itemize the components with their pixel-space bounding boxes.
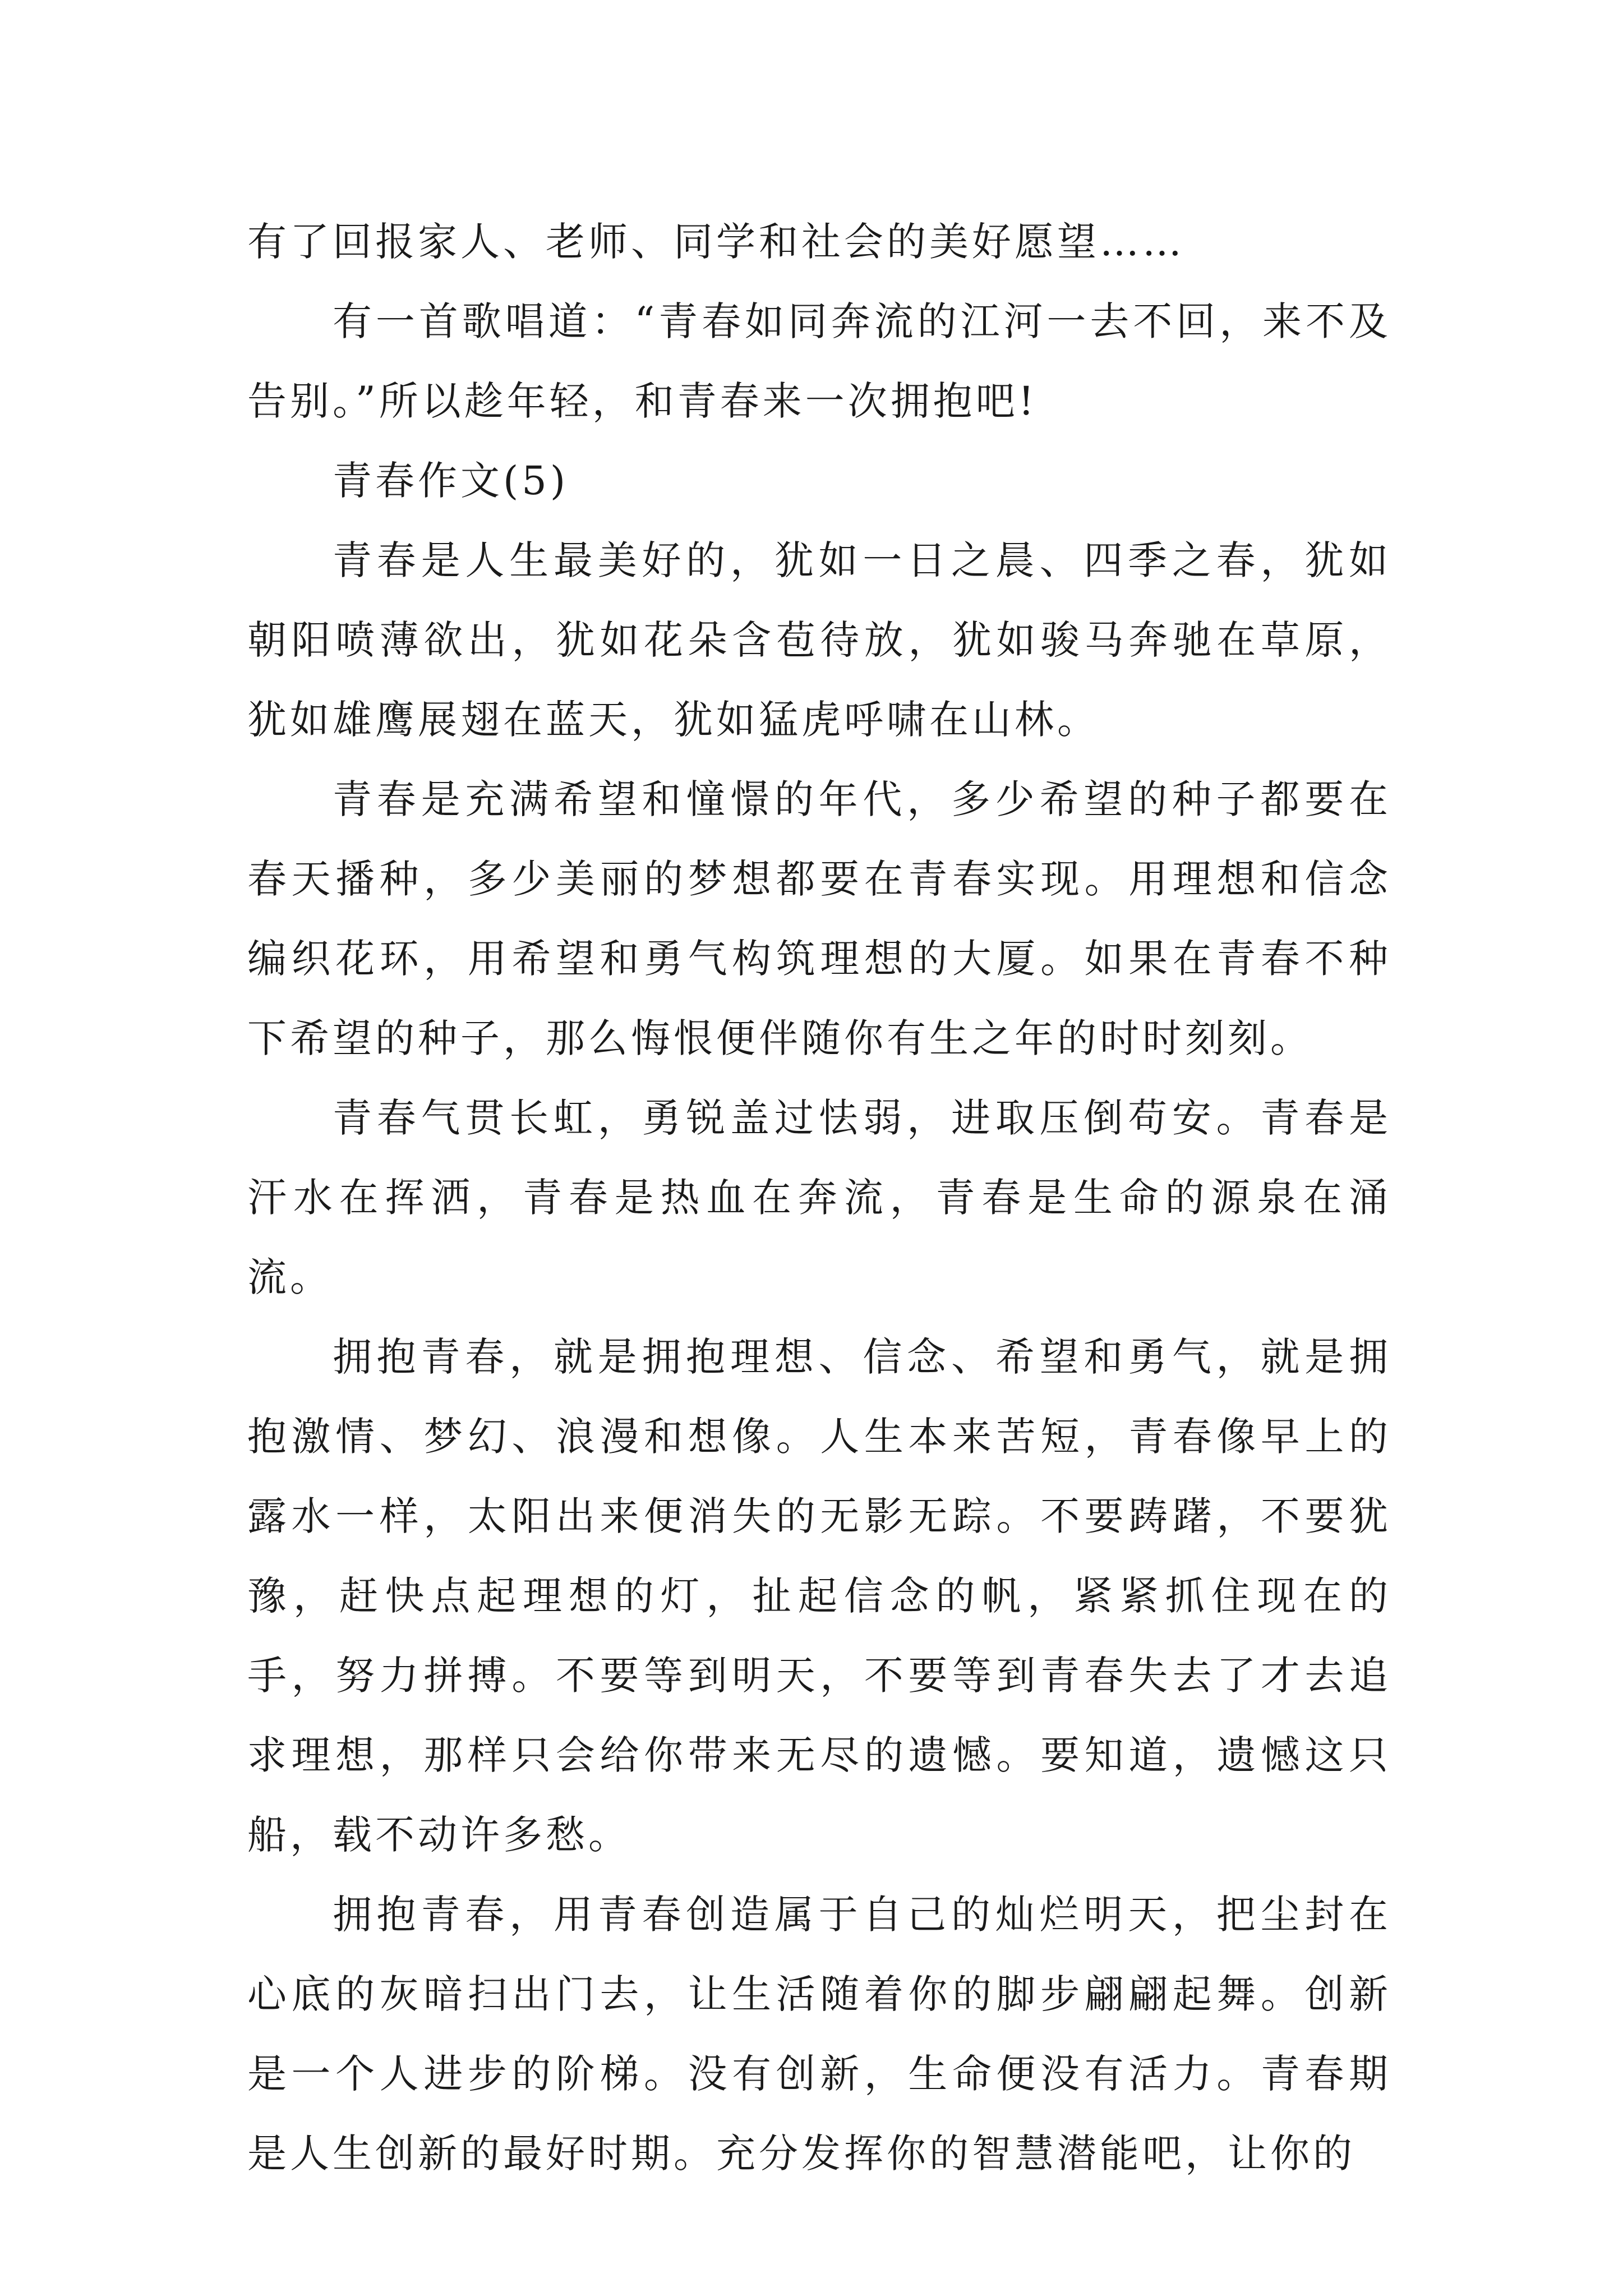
- paragraph-5: 拥抱青春，用青春创造属于自己的灿烂明天，把尘封在心底的灰暗扫出门去，让生活随着你的脚步翩翩起舞。创新是一个人进步的阶梯。没有创新，生命便没有活力。青春期是人生创新的最好时期。充分发挥你的智慧潜能吧，让你的: [247, 1892, 1391, 2177]
- paragraph-2: 青春是充满希望和憧憬的年代，多少希望的种子都要在春天播种，多少美丽的梦想都要在青春实现。用理想和信念编织花环，用希望和勇气构筑理想的大厦。如果在青春不种下希望的种子，那么悔恨便伴随你有生之年的时时刻刻。: [247, 776, 1391, 1061]
- paragraph-1: 青春是人生最美好的，犹如一日之晨、四季之春，犹如朝阳喷薄欲出，犹如花朵含苞待放，犹如骏马奔驰在草原，犹如雄鹰展翅在蓝天，犹如猛虎呼啸在山林。: [247, 537, 1391, 743]
- song-paragraph: 有一首歌唱道：“青春如同奔流的江河一去不回，来不及告别。”所以趁年轻，和青春来一次拥抱吧!: [247, 298, 1391, 424]
- document-body: [247, 202, 1391, 2193]
- section-title: 青春作文(5): [333, 458, 569, 504]
- paragraph-4: 拥抱青春，就是拥抱理想、信念、希望和勇气，就是拥抱激情、梦幻、浪漫和想像。人生本来苦短，青春像早上的露水一样，太阳出来便消失的无影无踪。不要踌躇，不要犹豫，赶快点起理想的灯，扯起信念的帆，紧紧抓住现在的手，努力拼搏。不要等到明天，不要等到青春失去了才去追求理想，那样只会给你带来无尽的遗憾。要知道，遗憾这只船，载不动许多愁。: [247, 1334, 1391, 1858]
- continuation-paragraph: 有了回报家人、老师、同学和社会的美好愿望……: [247, 219, 1185, 265]
- paragraph-3: 青春气贯长虹，勇锐盖过怯弱，进取压倒苟安。青春是汗水在挥洒，青春是热血在奔流，青春是生命的源泉在涌流。: [247, 1095, 1391, 1300]
